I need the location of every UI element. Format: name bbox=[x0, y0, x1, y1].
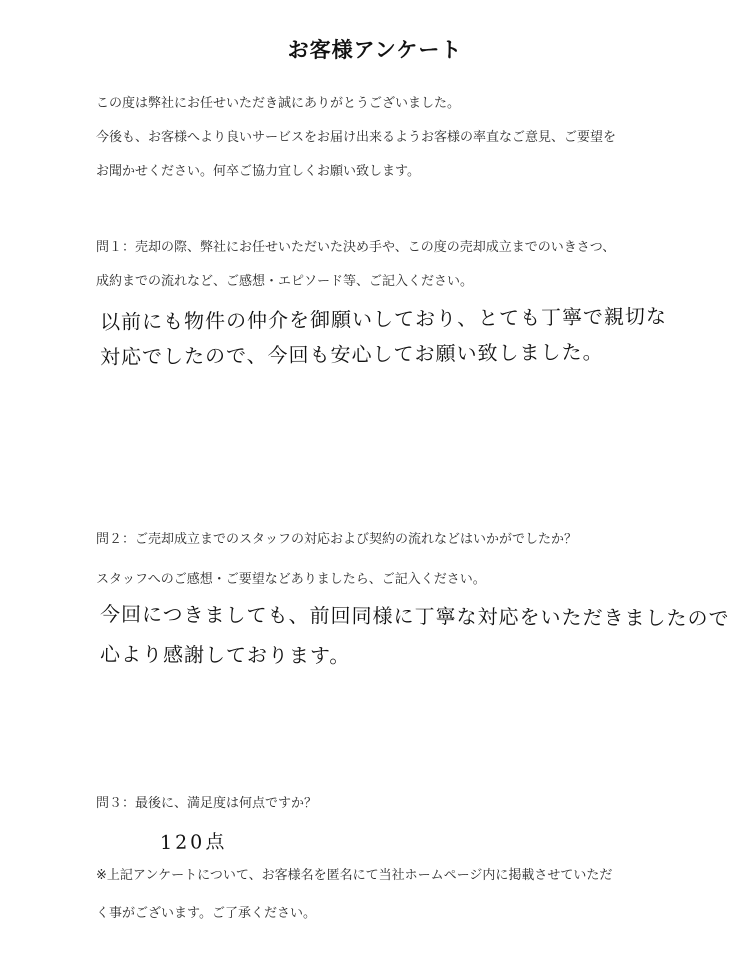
question-2-line-2: スタッフへのご感想・ご要望などありましたら、ご記入ください。 bbox=[96, 572, 486, 587]
answer-1-line-1: 以前にも物件の仲介を御願いしており、とても丁寧で親切な bbox=[99, 304, 668, 334]
question-1-line-2: 成約までの流れなど、ご感想・エピソード等、ご記入ください。 bbox=[96, 274, 474, 289]
survey-title: お客様アンケート bbox=[287, 38, 463, 62]
notice-line-1: ※上記アンケートについて、お客様名を匿名にて当社ホームページ内に掲載させていただ bbox=[96, 868, 613, 883]
answer-2-line-1: 今回につきましても、前回同様に丁寧な対応をいただきましたので bbox=[99, 602, 730, 631]
answer-3-score: 120点 bbox=[159, 830, 228, 854]
answer-1-line-2: 対応でしたので、今回も安心してお願い致しました。 bbox=[99, 339, 604, 369]
notice-line-2: く事がございます。ご了承ください。 bbox=[96, 906, 316, 921]
answer-2-line-2: 心より感謝しております。 bbox=[99, 642, 351, 668]
question-2-line-1: 問２：ご売却成立までのスタッフの対応および契約の流れなどはいかがでしたか？ bbox=[96, 532, 578, 547]
intro-line-1: この度は弊社にお任せいただき誠にありがとうございました。 bbox=[96, 96, 461, 111]
intro-line-2: 今後も、お客様へより良いサービスをお届け出来るようお客様の率直なご意見、ご要望を bbox=[96, 130, 617, 145]
question-1-line-1: 問１：売却の際、弊社にお任せいただいた決め手や、この度の売却成立までのいきさつ、 bbox=[96, 240, 616, 255]
intro-line-3: お聞かせください。何卒ご協力宜しくお願い致します。 bbox=[96, 164, 420, 179]
question-3-line: 問３：最後に、満足度は何点ですか？ bbox=[96, 796, 318, 811]
